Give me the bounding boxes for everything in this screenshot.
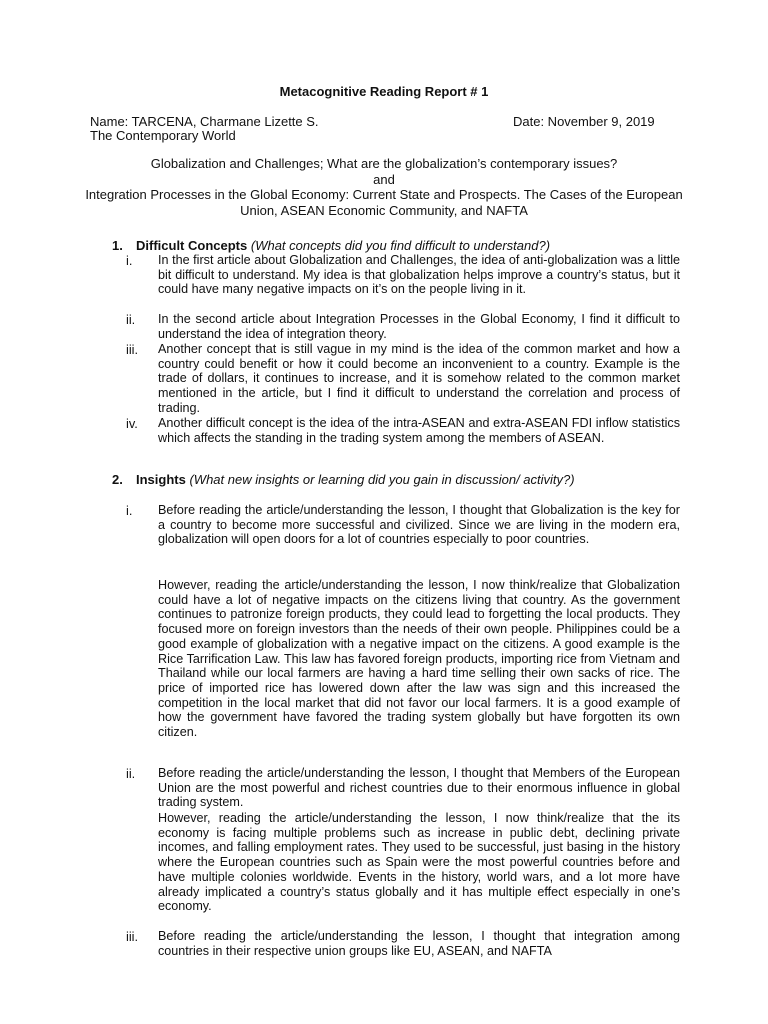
item-text: Before reading the article/understanding the lesson, I thought that Globalization is the key for a country to become more successful and civilized. Since we are living in the modern era, globalization will open doors for a lot of countries especially to poor countries.	[158, 503, 680, 547]
topic-block	[80, 156, 688, 218]
item-text: Another difficult concept is the idea of the intra-ASEAN and extra-ASEAN FDI inflow statistics which affects the standing in the trading system among the members of ASEAN.	[158, 416, 680, 445]
section-2-item-1	[126, 503, 680, 547]
item-numeral: iii.	[126, 929, 139, 944]
item-text: In the second article about Integration Processes in the Global Economy, I find it difficult to understand the idea of integration theory.	[158, 312, 680, 341]
item-numeral: iii.	[126, 342, 139, 357]
item-text: In the first article about Globalization and Challenges, the idea of anti-globalization was a little bit difficult to understand. My idea is that globalization helps improve a country’s status, but it could have many negative impacts on it’s on the people living in it.	[158, 253, 680, 297]
item-numeral: ii.	[126, 312, 136, 327]
topic-1: Globalization and Challenges; What are the globalization’s contemporary issues?	[150, 156, 618, 171]
item-numeral: i.	[126, 253, 133, 268]
item-text: Before reading the article/understanding the lesson, I thought that Members of the European Union are the most powerful and richest countries due to their enormous influence in global trading system.	[158, 766, 680, 810]
section-1-number: 1.	[112, 238, 123, 253]
item-text: Before reading the article/understanding the lesson, I thought that integration among countries in their respective union groups like EU, ASEAN, and NAFTA	[158, 929, 680, 958]
topic-and: and	[373, 171, 395, 187]
report-date: Date: November 9, 2019	[513, 114, 655, 129]
section-2-item-2-continued: However, reading the article/understanding the lesson, I now think/realize that the its economy is facing multiple problems such as increase in public debt, declining private incomes, and falling employment rates. They used to be successful, just basing in the history where the European countries such as Spain were the most powerful countries before and have multiple colonies worldwide. Events in the history, world wars, and a lot more have already implicated a country’s status globally and it has multiple effect especially in one’s economy.	[158, 811, 680, 914]
section-1-item-2	[126, 312, 680, 341]
section-2-heading	[112, 472, 575, 487]
section-1-heading	[112, 238, 550, 253]
section-1-prompt: (What concepts did you find difficult to understand?)	[250, 238, 551, 253]
section-2-item-3	[126, 929, 680, 958]
section-2-item-1-continued: However, reading the article/understanding the lesson, I now think/realize that Globalization could have a lot of negative impacts on the citizens living that country. As the government continues to patronize foreign products, they could lead to forgetting the local products. They focused more on foreign investors than the needs of their own people. Philippines could be a good example of globalization with a negative impact on the citizens. A good example is the Rice Tarrification Law. This law has favored foreign products, importing rice from Vietnam and Thailand while our local farmers are having a hard time selling their own sacks of rice. The price of imported rice has lowered down after the law was sign and this increased the competition in the local market that did not favor our local farmers. It is a good example of how the government have favored the trading system globally but have forgotten its own citizen.	[158, 578, 680, 740]
section-2-prompt: (What new insights or learning did you gain in discussion/ activity?)	[189, 472, 575, 487]
topic-2: Integration Processes in the Global Economy: Current State and Prospects. The Cases of the European Union, ASEAN Economic Community, and NAFTA	[85, 187, 683, 218]
item-numeral: ii.	[126, 766, 136, 781]
item-numeral: iv.	[126, 416, 138, 431]
section-2-item-2	[126, 766, 680, 810]
report-title: Metacognitive Reading Report # 1	[279, 84, 489, 99]
student-name: Name: TARCENA, Charmane Lizette S.	[90, 114, 319, 129]
section-2-number: 2.	[112, 472, 123, 487]
section-1-title: Difficult Concepts	[136, 238, 248, 253]
section-2-title: Insights	[136, 472, 186, 487]
section-1-item-3	[126, 342, 680, 416]
item-numeral: i.	[126, 503, 133, 518]
course-name: The Contemporary World	[90, 128, 236, 143]
section-1-item-4	[126, 416, 680, 445]
section-1-item-1	[126, 253, 680, 297]
item-text: Another concept that is still vague in my mind is the idea of the common market and how a country could benefit or how it could become an inconvenient to a country. Example is the trade of dollars, it continues to increase, and it is somehow related to the common market mentioned in the article, but I find it difficult to understand the correlation and process of trading.	[158, 342, 680, 415]
